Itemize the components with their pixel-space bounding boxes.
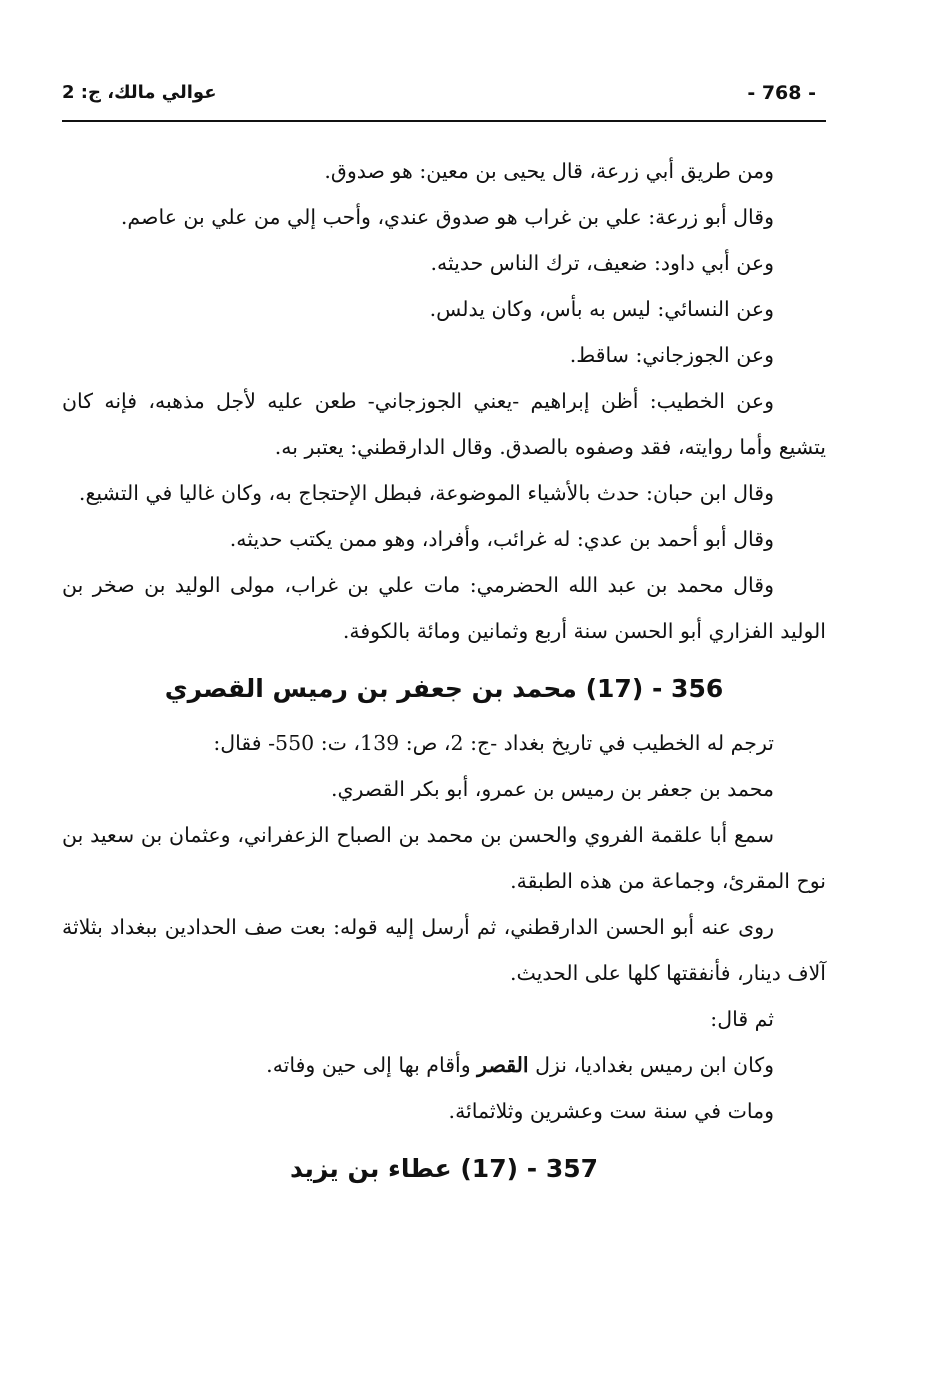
- header-rule: [62, 120, 826, 122]
- page-header: [62, 82, 826, 112]
- paragraph: وعن النسائي: ليس به بأس، وكان يدلس.: [429, 297, 774, 321]
- paragraph: وعن الجوزجاني: ساقط.: [569, 343, 774, 367]
- entry-heading-357: 357 - (17) عطاء بن يزيد: [290, 1154, 598, 1183]
- paragraph: وعن أبي داود: ضعيف، ترك الناس حديثه.: [430, 251, 774, 275]
- bold-term: القصر: [477, 1053, 529, 1077]
- paragraph: وعن الخطيب: أظن إبراهيم -يعني الجوزجاني- طعن عليه لأجل مذهبه، فإنه كان يتشيع وأما روايته، فقد وصفوه بالصدق. وقال الدارقطني: يعتبر به.: [62, 389, 826, 459]
- running-title: عوالي مالك، ج: 2: [62, 82, 217, 103]
- page-number: - 768 -: [747, 82, 816, 104]
- paragraph: وقال ابن حبان: حدث بالأشياء الموضوعة، فبطل الإحتجاج به، وكان غاليا في التشيع.: [78, 481, 774, 505]
- paragraph: وقال أبو زرعة: علي بن غراب هو صدوق عندي، وأحب إلي من علي بن عاصم.: [120, 205, 774, 229]
- paragraph: محمد بن جعفر بن رميس بن عمرو، أبو بكر القصري.: [330, 777, 774, 801]
- paragraph: [62, 1042, 826, 1088]
- text-run: وأقام بها إلى حين وفاته.: [266, 1053, 471, 1077]
- paragraph: وقال أبو أحمد بن عدي: له غرائب، وأفراد، وهو ممن يكتب حديثه.: [229, 527, 774, 551]
- paragraph: ومات في سنة ست وعشرين وثلاثمائة.: [448, 1099, 774, 1123]
- paragraph: سمع أبا علقمة الفروي والحسن بن محمد بن الصباح الزعفراني، وعثمان بن سعيد بن نوح المقرئ، وجماعة من هذه الطبقة.: [62, 823, 826, 893]
- entry-heading-356: 356 - (17) محمد بن جعفر بن رميس القصري: [164, 674, 724, 703]
- paragraph: وقال محمد بن عبد الله الحضرمي: مات علي بن غراب، مولى الوليد بن صخر بن الوليد الفزاري أبو الحسن سنة أربع وثمانين ومائة بالكوفة.: [62, 573, 826, 643]
- text-run: وكان ابن رميس بغداديا، نزل: [535, 1053, 774, 1077]
- paragraph: روى عنه أبو الحسن الدارقطني، ثم أرسل إليه قوله: بعت صف الحدادين ببغداد بثلاثة آلاف دينار، فأنفقتها كلها على الحديث.: [62, 915, 826, 985]
- paragraph: ومن طريق أبي زرعة، قال يحيى بن معين: هو صدوق.: [324, 159, 774, 183]
- paragraph: ترجم له الخطيب في تاريخ بغداد -ج: 2، ص: 139، ت: 550- فقال:: [213, 731, 774, 755]
- paragraph: ثم قال:: [710, 1007, 774, 1031]
- body-text: [62, 148, 826, 1198]
